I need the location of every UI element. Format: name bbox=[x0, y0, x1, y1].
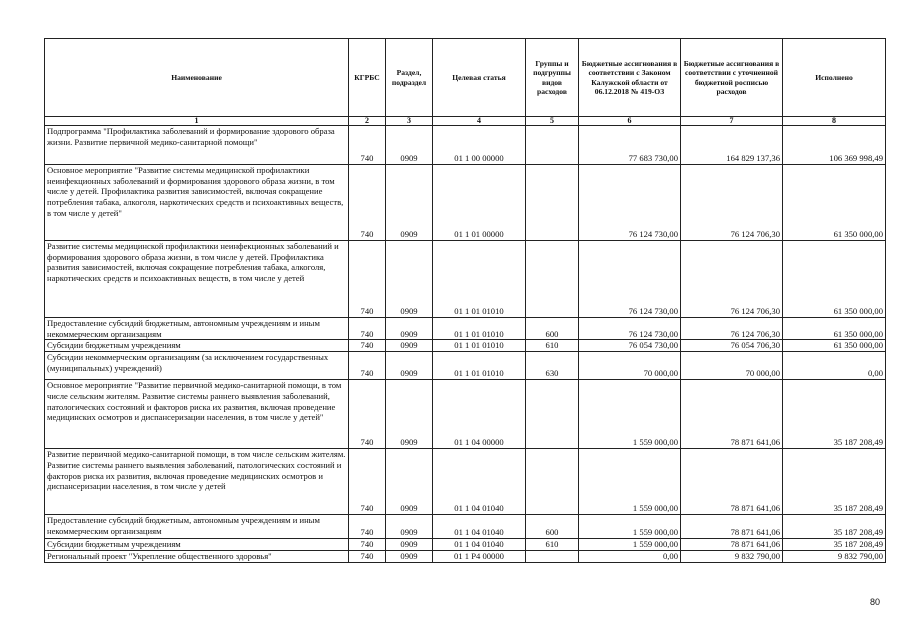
table-row bbox=[45, 340, 886, 352]
row-kgrbs: 740 bbox=[349, 449, 386, 515]
table-row bbox=[45, 165, 886, 241]
row-section: 0909 bbox=[386, 165, 433, 241]
row-section: 0909 bbox=[386, 515, 433, 539]
row-law-amount: 76 124 730,00 bbox=[579, 165, 681, 241]
row-kgrbs: 740 bbox=[349, 352, 386, 380]
row-refined-amount: 78 871 641,06 bbox=[681, 380, 783, 449]
row-group: 600 bbox=[526, 318, 579, 340]
header-refined: Бюджетные ассигнования в соответствии с уточненной бюджетной росписью расходов bbox=[681, 39, 783, 117]
row-refined-amount: 78 871 641,06 bbox=[681, 515, 783, 539]
table-header bbox=[45, 39, 886, 126]
row-law-amount: 0,00 bbox=[579, 550, 681, 562]
row-group: 610 bbox=[526, 340, 579, 352]
column-number: 2 bbox=[349, 117, 386, 126]
table-row bbox=[45, 539, 886, 551]
row-law-amount: 76 054 730,00 bbox=[579, 340, 681, 352]
row-section: 0909 bbox=[386, 318, 433, 340]
row-target: 01 1 01 01010 bbox=[433, 352, 526, 380]
row-group: 610 bbox=[526, 539, 579, 551]
row-name: Региональный проект "Укрепление общественного здоровья" bbox=[45, 550, 349, 562]
header-kgrbs: КГРБС bbox=[349, 39, 386, 117]
row-section: 0909 bbox=[386, 340, 433, 352]
row-kgrbs: 740 bbox=[349, 165, 386, 241]
row-name: Основное мероприятие "Развитие системы медицинской профилактики неинфекционных заболеваний и формирования здорового образа жизни, в том числе у детей. Профилактика развития зависимостей, включая сокращение потребления табака, алкоголя, наркотических средств и психоактивных веществ, в том числе у детей" bbox=[45, 165, 349, 241]
header-law: Бюджетные ассигнования в соответствии с Законом Калужской области от 06.12.2018 № 419-ОЗ bbox=[579, 39, 681, 117]
header-section: Раздел, подраздел bbox=[386, 39, 433, 117]
row-group bbox=[526, 449, 579, 515]
column-number: 6 bbox=[579, 117, 681, 126]
row-group bbox=[526, 550, 579, 562]
row-law-amount: 1 559 000,00 bbox=[579, 515, 681, 539]
row-kgrbs: 740 bbox=[349, 241, 386, 318]
row-executed-amount: 61 350 000,00 bbox=[783, 241, 886, 318]
row-executed-amount: 61 350 000,00 bbox=[783, 318, 886, 340]
row-section: 0909 bbox=[386, 380, 433, 449]
column-number: 1 bbox=[45, 117, 349, 126]
row-target: 01 1 04 01040 bbox=[433, 515, 526, 539]
row-executed-amount: 35 187 208,49 bbox=[783, 515, 886, 539]
row-target: 01 1 04 01040 bbox=[433, 449, 526, 515]
row-executed-amount: 9 832 790,00 bbox=[783, 550, 886, 562]
row-kgrbs: 740 bbox=[349, 550, 386, 562]
header-executed: Исполнено bbox=[783, 39, 886, 117]
row-law-amount: 77 683 730,00 bbox=[579, 126, 681, 165]
table-row bbox=[45, 380, 886, 449]
row-name: Развитие системы медицинской профилактики неинфекционных заболеваний и формирования здорового образа жизни, в том числе у детей. Профилактика развития зависимостей, включая сокращение потребления табака, алкоголя, наркотических средств и психоактивных веществ, в том числе у детей bbox=[45, 241, 349, 318]
row-group: 630 bbox=[526, 352, 579, 380]
page-number: 80 bbox=[870, 597, 881, 607]
row-group: 600 bbox=[526, 515, 579, 539]
row-executed-amount: 35 187 208,49 bbox=[783, 380, 886, 449]
row-group bbox=[526, 380, 579, 449]
table-row bbox=[45, 126, 886, 165]
column-number: 3 bbox=[386, 117, 433, 126]
row-refined-amount: 78 871 641,06 bbox=[681, 449, 783, 515]
column-number: 4 bbox=[433, 117, 526, 126]
row-name: Субсидии бюджетным учреждениям bbox=[45, 539, 349, 551]
row-law-amount: 1 559 000,00 bbox=[579, 539, 681, 551]
row-law-amount: 1 559 000,00 bbox=[579, 380, 681, 449]
row-kgrbs: 740 bbox=[349, 318, 386, 340]
row-group bbox=[526, 241, 579, 318]
row-name: Основное мероприятие "Развитие первичной медико-санитарной помощи, в том числе сельским жителям. Развитие системы раннего выявления заболеваний, патологических состояний и факторов риска их развития, включая проведение медицинских осмотров и диспансеризации населения, в том числе у детей" bbox=[45, 380, 349, 449]
row-refined-amount: 70 000,00 bbox=[681, 352, 783, 380]
row-section: 0909 bbox=[386, 550, 433, 562]
row-target: 01 1 P4 00000 bbox=[433, 550, 526, 562]
row-group bbox=[526, 126, 579, 165]
table-body bbox=[45, 126, 886, 563]
row-name: Развитие первичной медико-санитарной помощи, в том числе сельским жителям. Развитие системы раннего выявления заболеваний, патологических состояний и факторов риска их развития, включая проведение медицинских осмотров и диспансеризации населения, в том числе у детей bbox=[45, 449, 349, 515]
row-target: 01 1 01 01010 bbox=[433, 318, 526, 340]
header-target: Целевая статья bbox=[433, 39, 526, 117]
row-law-amount: 76 124 730,00 bbox=[579, 241, 681, 318]
header-groups: Группы и подгруппы видов расходов bbox=[526, 39, 579, 117]
table-row bbox=[45, 449, 886, 515]
table-row bbox=[45, 352, 886, 380]
row-section: 0909 bbox=[386, 539, 433, 551]
row-executed-amount: 35 187 208,49 bbox=[783, 449, 886, 515]
row-kgrbs: 740 bbox=[349, 515, 386, 539]
budget-table bbox=[44, 38, 886, 563]
row-section: 0909 bbox=[386, 126, 433, 165]
table-row bbox=[45, 550, 886, 562]
row-target: 01 1 01 01010 bbox=[433, 340, 526, 352]
row-kgrbs: 740 bbox=[349, 380, 386, 449]
row-target: 01 1 01 00000 bbox=[433, 165, 526, 241]
row-name: Субсидии некоммерческим организациям (за исключением государственных (муниципальных) учреждений) bbox=[45, 352, 349, 380]
row-refined-amount: 9 832 790,00 bbox=[681, 550, 783, 562]
row-refined-amount: 76 124 706,30 bbox=[681, 241, 783, 318]
row-section: 0909 bbox=[386, 449, 433, 515]
row-executed-amount: 106 369 998,49 bbox=[783, 126, 886, 165]
row-refined-amount: 164 829 137,36 bbox=[681, 126, 783, 165]
row-executed-amount: 0,00 bbox=[783, 352, 886, 380]
column-number: 7 bbox=[681, 117, 783, 126]
row-refined-amount: 76 054 706,30 bbox=[681, 340, 783, 352]
row-law-amount: 70 000,00 bbox=[579, 352, 681, 380]
row-kgrbs: 740 bbox=[349, 539, 386, 551]
row-refined-amount: 76 124 706,30 bbox=[681, 318, 783, 340]
header-name: Наименование bbox=[45, 39, 349, 117]
row-law-amount: 76 124 730,00 bbox=[579, 318, 681, 340]
row-section: 0909 bbox=[386, 352, 433, 380]
row-law-amount: 1 559 000,00 bbox=[579, 449, 681, 515]
row-executed-amount: 61 350 000,00 bbox=[783, 340, 886, 352]
row-kgrbs: 740 bbox=[349, 126, 386, 165]
row-target: 01 1 01 01010 bbox=[433, 241, 526, 318]
row-target: 01 1 04 01040 bbox=[433, 539, 526, 551]
row-name: Субсидии бюджетным учреждениям bbox=[45, 340, 349, 352]
table-row bbox=[45, 241, 886, 318]
row-executed-amount: 61 350 000,00 bbox=[783, 165, 886, 241]
row-executed-amount: 35 187 208,49 bbox=[783, 539, 886, 551]
table-row bbox=[45, 318, 886, 340]
row-section: 0909 bbox=[386, 241, 433, 318]
row-target: 01 1 04 00000 bbox=[433, 380, 526, 449]
row-target: 01 1 00 00000 bbox=[433, 126, 526, 165]
column-number: 5 bbox=[526, 117, 579, 126]
row-name: Предоставление субсидий бюджетным, автономным учреждениям и иным некоммерческим организациям bbox=[45, 515, 349, 539]
row-refined-amount: 76 124 706,30 bbox=[681, 165, 783, 241]
row-kgrbs: 740 bbox=[349, 340, 386, 352]
row-name: Предоставление субсидий бюджетным, автономным учреждениям и иным некоммерческим организациям bbox=[45, 318, 349, 340]
table-row bbox=[45, 515, 886, 539]
row-group bbox=[526, 165, 579, 241]
row-refined-amount: 78 871 641,06 bbox=[681, 539, 783, 551]
row-name: Подпрограмма "Профилактика заболеваний и формирование здорового образа жизни. Развитие первичной медико-санитарной помощи" bbox=[45, 126, 349, 165]
column-number: 8 bbox=[783, 117, 886, 126]
